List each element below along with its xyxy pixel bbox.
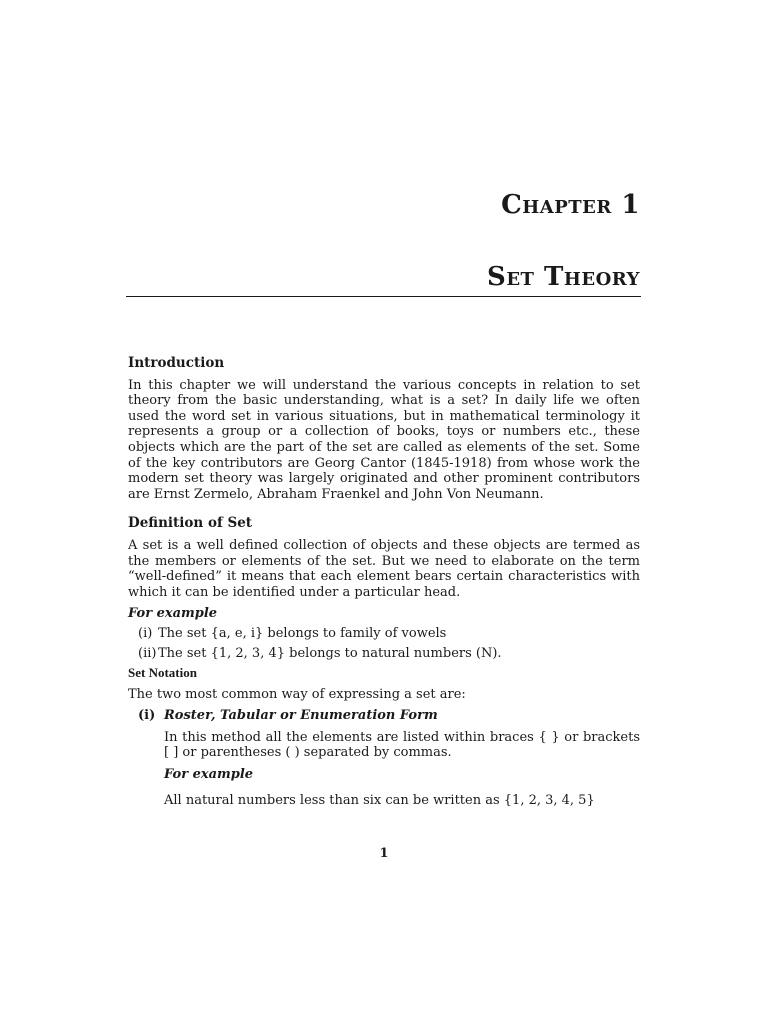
list-item-text: The set {1, 2, 3, 4} belongs to natural numbers (N). bbox=[158, 645, 502, 661]
list-item bbox=[128, 646, 640, 662]
definition-paragraph: A set is a well defined collection of objects and these objects are termed as the members or elements of the set. But we need to elaborate on the term “well-defined” it means that each element bears certain characteristics with which it can be identified under a particular head. bbox=[128, 537, 640, 600]
introduction-paragraph: In this chapter we will understand the various concepts in relation to set theory from the basic understanding, what is a set? In daily life we often used the word set in various situations, but in mathematical terminology it represents a group or a collection of books, toys or numbers etc., these objects which are the part of the set are called as elements of the set. Some of the key contributors are Georg Cantor (1845-1918) from whose work the modern set theory was largely originated and other prominent contributors are Ernst Zermelo, Abraham Fraenkel and John Von Neumann. bbox=[128, 377, 640, 502]
chapter-title: Set Theory bbox=[487, 262, 640, 292]
method-example: All natural numbers less than six can be written as {1, 2, 3, 4, 5} bbox=[164, 792, 595, 808]
list-item-text: The set {a, e, i} belongs to family of vowels bbox=[158, 625, 447, 641]
chapter-label: Chapter 1 bbox=[501, 190, 640, 220]
method-example-label: For example bbox=[164, 767, 254, 783]
page-number: 1 bbox=[379, 846, 389, 861]
definition-example-list bbox=[128, 626, 640, 661]
page-content bbox=[128, 356, 640, 808]
list-item-number: (ii) bbox=[138, 645, 157, 661]
method-body: In this method all the elements are listed within braces { } or brackets [ ] or parentheses ( ) separated by commas. bbox=[164, 729, 640, 761]
set-notation-intro: The two most common way of expressing a set are: bbox=[128, 686, 466, 702]
definition-example-label: For example bbox=[128, 606, 218, 622]
title-rule bbox=[126, 296, 641, 297]
method-number: (i) bbox=[138, 708, 156, 724]
method-item bbox=[128, 708, 640, 724]
definition-heading: Definition of Set bbox=[128, 515, 253, 532]
set-notation-heading: Set Notation bbox=[128, 665, 197, 681]
introduction-heading: Introduction bbox=[128, 355, 225, 371]
list-item-number: (i) bbox=[138, 625, 153, 641]
method-body-block bbox=[164, 730, 640, 808]
method-title: Roster, Tabular or Enumeration Form bbox=[164, 708, 438, 724]
list-item bbox=[128, 626, 640, 642]
